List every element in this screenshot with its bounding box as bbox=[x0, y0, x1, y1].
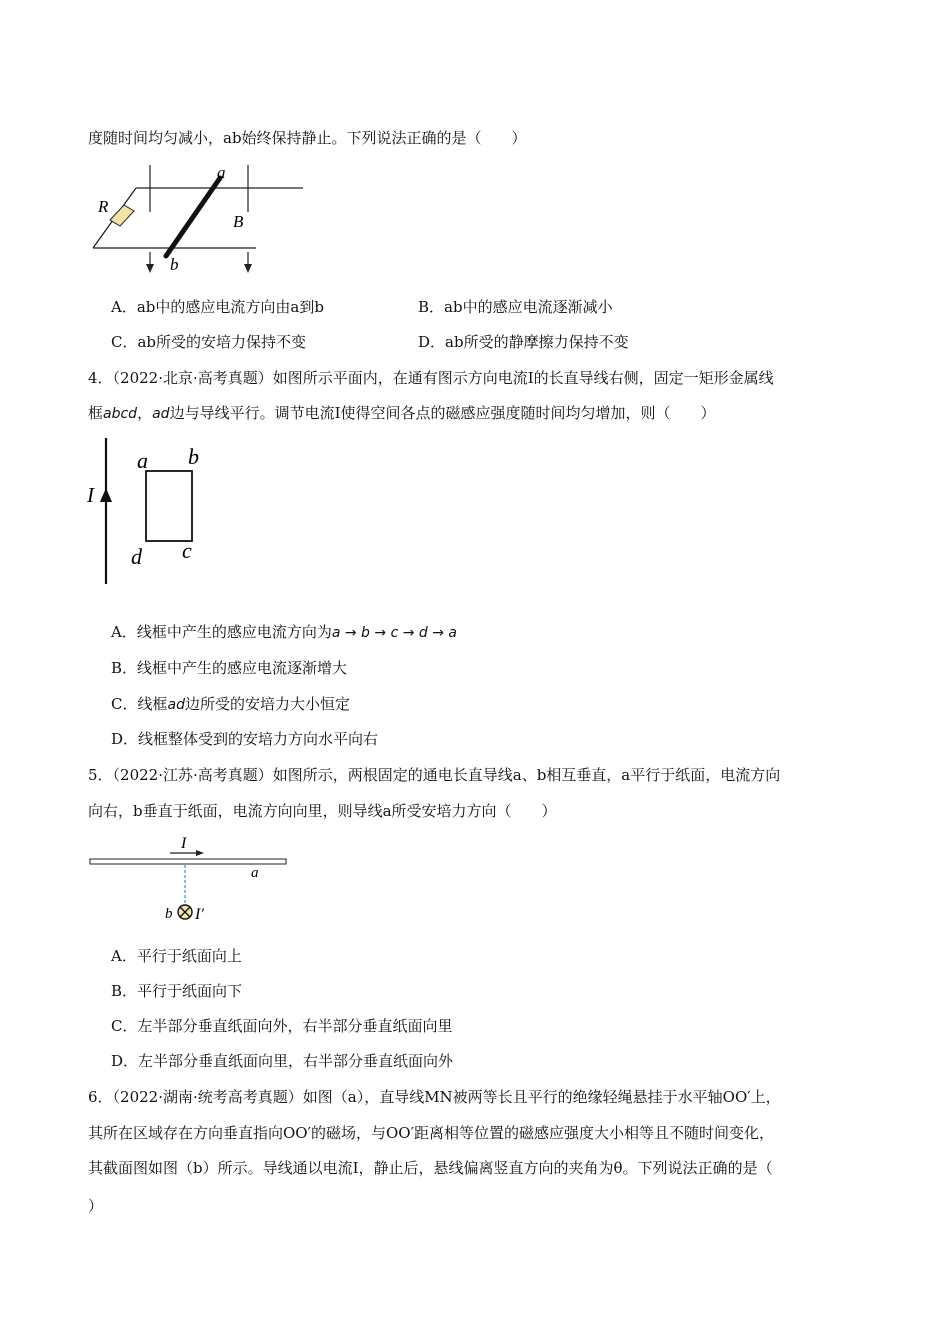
q4-option-b[interactable]: B．线框中产生的感应电流逐渐增大 bbox=[111, 659, 348, 677]
q3-label-a: a bbox=[217, 163, 226, 182]
q3-option-a[interactable]: A．ab中的感应电流方向由a到b bbox=[111, 298, 324, 316]
q4-stem-comma: ， bbox=[137, 404, 153, 422]
q6-stem-line4: ） bbox=[88, 1197, 104, 1215]
q5-stem-line2: 向右，b垂直于纸面，电流方向向里，则导线a所受安培力方向（ ） bbox=[88, 802, 557, 820]
q3-label-R: R bbox=[98, 197, 109, 216]
q6-stem-line1: 6．（2022·湖南·统考高考真题）如图（a），直导线MN被两等长且平行的绝缘轻绳悬挂于水平轴OO′上， bbox=[88, 1088, 781, 1106]
q4-option-a-math: a → b → c → d → a bbox=[331, 625, 457, 641]
q4-option-c[interactable] bbox=[111, 694, 350, 715]
q5-label-b: b bbox=[165, 906, 173, 922]
q4-option-c-pre: C．线框 bbox=[111, 695, 168, 713]
q4-figure bbox=[85, 436, 215, 588]
q4-math-ad: ad bbox=[152, 406, 170, 422]
q4-option-c-math: ad bbox=[167, 697, 185, 713]
q4-option-a-text: A．线框中产生的感应电流方向为 bbox=[111, 623, 332, 641]
q5-label-I-prime: I′ bbox=[195, 906, 204, 923]
q4-stem-line1: 4．（2022·北京·高考真题）如图所示平面内，在通有图示方向电流I的长直导线右侧，固定一矩形金属线 bbox=[88, 369, 774, 387]
q5-option-a[interactable]: A．平行于纸面向上 bbox=[111, 947, 242, 965]
q3-option-b[interactable]: B．ab中的感应电流逐渐减小 bbox=[418, 298, 613, 316]
q3-label-b: b bbox=[170, 255, 179, 274]
q3-option-d[interactable]: D．ab所受的静摩擦力保持不变 bbox=[418, 333, 629, 351]
q4-option-d[interactable]: D．线框整体受到的安培力方向水平向右 bbox=[111, 730, 379, 748]
q4-stem-frame-word: 框 bbox=[88, 404, 104, 422]
q5-option-b[interactable]: B．平行于纸面向下 bbox=[111, 982, 243, 1000]
q5-stem-line1: 5．（2022·江苏·高考真题）如图所示，两根固定的通电长直导线a、b相互垂直，a平行于纸面，电流方向 bbox=[88, 766, 781, 784]
q3-label-B: B bbox=[233, 212, 244, 231]
q4-label-c: c bbox=[182, 538, 192, 563]
q5-label-I: I bbox=[181, 835, 187, 852]
q4-label-a: a bbox=[137, 448, 148, 473]
q4-stem-rest: 边与导线平行。调节电流I使得空间各点的磁感应强度随时间均匀增加，则（ ） bbox=[169, 404, 716, 422]
q5-option-d[interactable]: D．左半部分垂直纸面向里，右半部分垂直纸面向外 bbox=[111, 1052, 454, 1070]
q5-option-c[interactable]: C．左半部分垂直纸面向外，右半部分垂直纸面向里 bbox=[111, 1017, 453, 1035]
q6-stem-line3: 其截面图如图（b）所示。导线通以电流I，静止后，悬线偏离竖直方向的夹角为θ。下列说法正确的是（ bbox=[88, 1159, 773, 1177]
q6-stem-line2: 其所在区域存在方向垂直指向OO′的磁场，与OO′距离相等位置的磁感应强度大小相等且不随时间变化， bbox=[88, 1124, 775, 1142]
q4-option-c-post: 边所受的安培力大小恒定 bbox=[184, 695, 350, 713]
q4-label-I: I bbox=[87, 483, 94, 507]
q3-stem-tail: 度随时间均匀减小，ab始终保持静止。下列说法正确的是（ ） bbox=[88, 129, 527, 147]
q5-figure bbox=[88, 832, 290, 924]
q3-option-c[interactable]: C．ab所受的安培力保持不变 bbox=[111, 333, 307, 351]
q3-figure bbox=[88, 160, 308, 278]
q4-label-d: d bbox=[131, 544, 142, 569]
q5-label-a: a bbox=[251, 865, 259, 881]
q4-label-b: b bbox=[188, 444, 199, 469]
q4-option-a[interactable] bbox=[111, 622, 457, 643]
q4-stem-line2 bbox=[88, 403, 716, 424]
q4-math-abcd: abcd bbox=[103, 406, 138, 422]
